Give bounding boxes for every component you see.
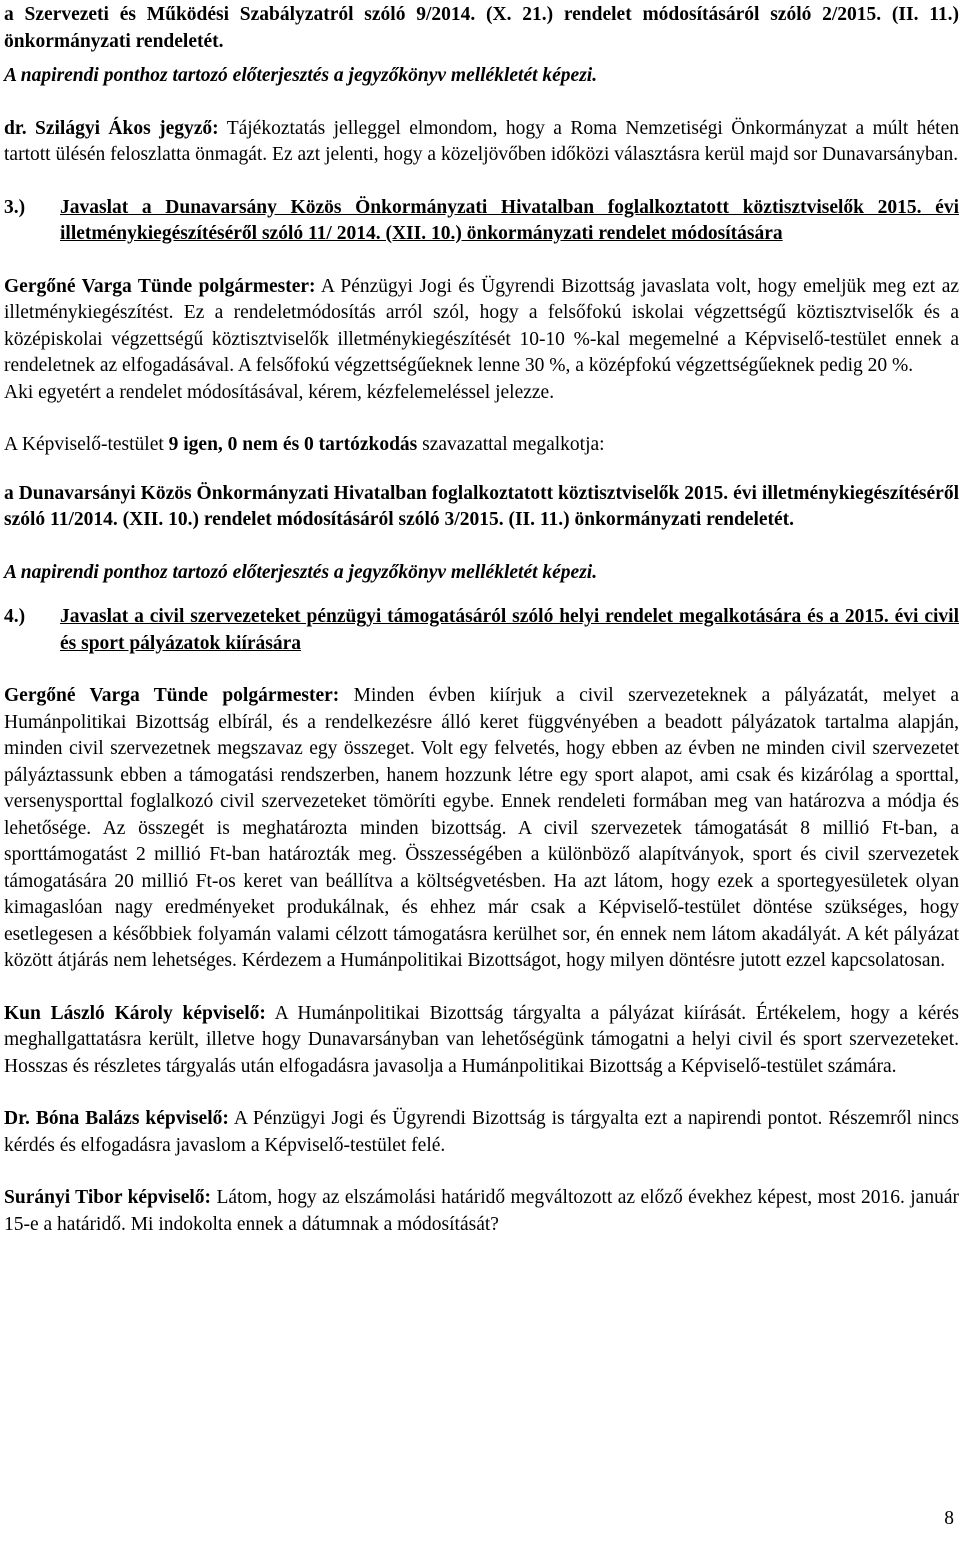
agenda-title: Javaslat a civil szervezeteket pénzügyi támogatásáról szóló helyi rendelet megalkotására és a 2015. évi civil és sport pályázatok kiírására — [60, 606, 959, 654]
speaker-name: Dr. Bóna Balázs képviselő: — [4, 1108, 229, 1129]
speech-text: Minden évben kiírjuk a civil szervezeteknek a pályázatát, melyet a Humánpolitikai Bizottság elbírál, és a rendelkezésre álló keret függvényében a beadott pályázatok tartalma alapján, minden civil szervezetnek megszavaz egy összeget. Volt egy felvetés, hogy ebben az évben ne minden civil szervezetet pályáztassunk ebben a támogatási rendszerben, hanem hozzunk létre egy sport alapot, ami csak és kizárólag a sporttal, versenysporttal foglalkozó civil szervezeteket tömöríti egybe. Ennek rendeleti formában meg van határozva a módja és lehetősége. Az összegét is meghatározta minden bizottság. A civil szervezetek támogatását 8 millió Ft-ban, a sporttámogatást 2 millió Ft-ban határozták meg. Összességében a különböző alapítványok, sport és civil szervezetek támogatására 20 millió Ft-os keret van beállítva a költségvetésben. Ha azt látom, hogy ezek a sportegyesületek olyan kimagaslóan nagy eredményeket produkálnak, és ehhez már csak a Képviselő-testület döntése szükséges, hogy esetlegesen a későbbiek folyamán valami célzott támogatásra kerülhet sor, én ennek nem látom akadályát. A két pályázat között átjárás nem lehetséges. Kérdezem a Humánpolitikai Bizottságot, hogy milyen döntésre jutott ezzel kapcsolatosan. — [4, 685, 959, 971]
speech-text: A Pénzügyi Jogi és Ügyrendi Bizottság is tárgyalta ezt a napirendi pontot. Részemről nincs kérdés és elfogadásra javaslom a Képviselő-testület felé. — [4, 1108, 959, 1156]
agenda-number: 3.) — [4, 196, 26, 218]
annex-note: A napirendi ponthoz tartozó előterjesztés a jegyzőkönyv mellékletét képezi. — [4, 65, 598, 86]
annex-note: A napirendi ponthoz tartozó előterjesztés a jegyzőkönyv mellékletét képezi. — [4, 561, 598, 583]
decree-title-paragraph: a Szervezeti és Működési Szabályzatról szóló 9/2014. (X. 21.) rendelet módosításáról szóló 2/2015. (II. 11.) önkormányzati rendeletét. — [4, 4, 959, 52]
speech-paragraph — [4, 683, 959, 975]
vote-counts: 9 igen, 0 nem és 0 tartózkodás — [168, 434, 418, 455]
agenda-number: 4.) — [4, 606, 26, 627]
speech-paragraph — [4, 1001, 959, 1081]
speech-paragraph — [4, 116, 959, 169]
speech-text: A Humánpolitikai Bizottság tárgyalta a pályázat kiírását. Értékelem, hogy a kérés meghallgattatásra került, illetve hogy Dunavarsányban van lehetőségünk támogatni a helyi civil és sport szervezeteket. Hosszas és részletes tárgyalás után elfogadásra javasolja a Humánpolitikai Bizottság a Képviselő-testület számára. — [4, 1002, 959, 1077]
vote-result-post: szavazattal megalkotja: — [417, 434, 605, 455]
page-number: 8 — [944, 1508, 954, 1529]
speaker-name: Gergőné Varga Tünde polgármester: — [4, 685, 340, 706]
speech-paragraph — [4, 1106, 959, 1159]
speaker-name: Gergőné Varga Tünde polgármester: — [4, 275, 316, 297]
vote-result-pre: A Képviselő-testület — [4, 434, 169, 455]
agenda-heading-4 — [4, 604, 959, 657]
agenda-title: Javaslat a Dunavarsány Közös Önkormányzati Hivatalban foglalkoztatott köztisztviselők 2015. évi illetménykiegészítéséről szóló 11/ 2014. (XII. 10.) önkormányzati rendelet módosítására — [60, 196, 959, 244]
document-page — [4, 2, 959, 1238]
agenda-heading-3 — [4, 195, 959, 248]
vote-result — [4, 432, 959, 459]
vote-request: Aki egyetért a rendelet módosításával, kérem, kézfelemeléssel jelezze. — [4, 381, 555, 403]
speech-paragraph — [4, 1185, 959, 1238]
speech-text: A Pénzügyi Jogi és Ügyrendi Bizottság javaslata volt, hogy emeljük meg ezt az illetménykiegészítést. Ez a rendeletmódosítás arról szól, hogy a felsőfokú iskolai végzettségű köztisztviselők és a középiskolai végzettségű köztisztviselők illetménykiegészítését 10-10 %-kal megemelné a Képviselő-testület ennek a rendeletnek az elfogadásával. A felsőfokú végzettségűeknek lenne 30 %, a középfokú végzettségűeknek pedig 20 %. — [4, 275, 960, 376]
speech-text: Tájékoztatás jelleggel elmondom, hogy a Roma Nemzetiségi Önkormányzat a múlt héten tartott ülésén feloszlatta önmagát. Ez azt jelenti, hogy a közeljövőben időközi választásra kerül majd sor Dunavarsányban. — [4, 117, 959, 165]
speaker-name: dr. Szilágyi Ákos jegyző: — [4, 117, 219, 139]
speech-text: Látom, hogy az elszámolási határidő megváltozott az előző évekhez képest, most 2016. január 15-e a határidő. Mi indokolta ennek a dátumnak a módosítását? — [4, 1187, 959, 1235]
decree-title-paragraph: a Dunavarsányi Közös Önkormányzati Hivatalban foglalkoztatott köztisztviselők 2015. évi illetménykiegészítéséről szóló 11/2014. (XII. 10.) rendelet módosításáról szóló 3/2015. (II. 11.) önkormányzati rendeletét. — [4, 482, 959, 530]
speaker-name: Surányi Tibor képviselő: — [4, 1187, 212, 1208]
speaker-name: Kun László Károly képviselő: — [4, 1002, 266, 1024]
speech-paragraph — [4, 274, 959, 380]
